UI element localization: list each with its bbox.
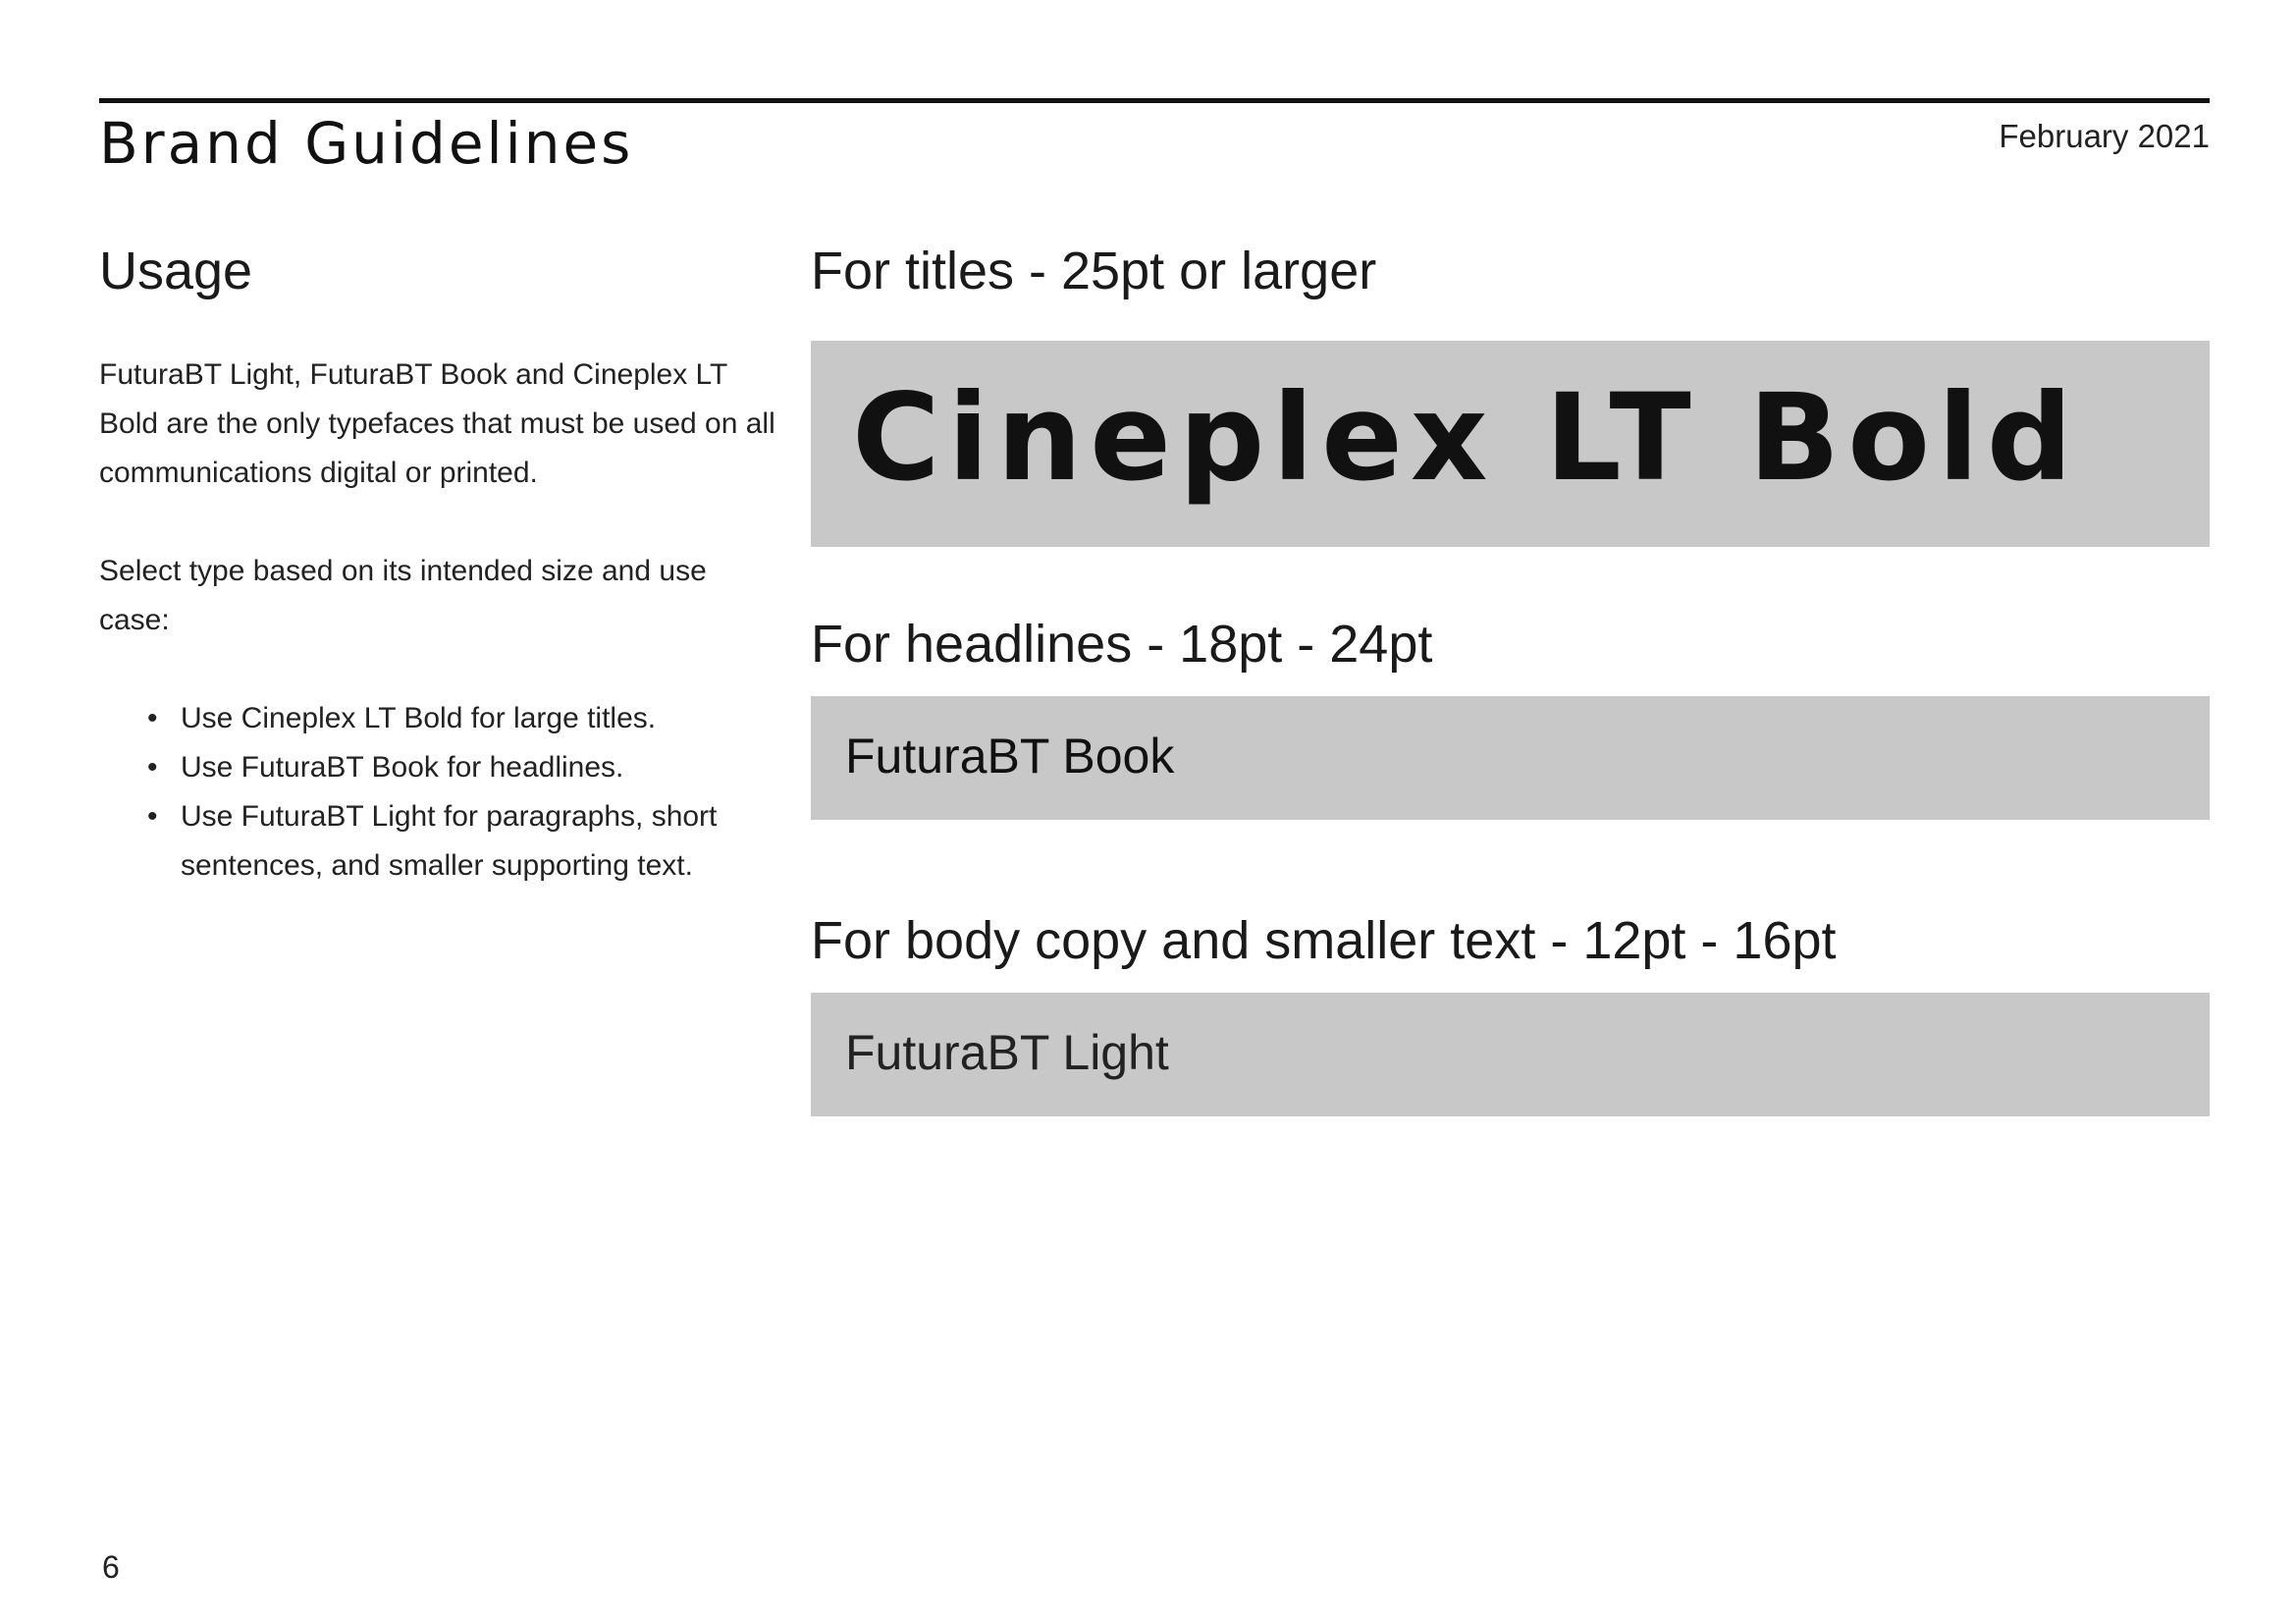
body-copy-spec-heading: For body copy and smaller text - 12pt - 16pt: [811, 911, 1837, 970]
bullet-icon: •: [147, 702, 158, 734]
header-rule: [99, 98, 2210, 103]
titles-typeface-sample: Cineplex LT Bold: [852, 368, 2081, 508]
titles-sample-box: [811, 341, 2210, 547]
usage-paragraph: FuturaBT Light, FuturaBT Book and Cineplex LT Bold are the only typefaces that must be used on all communications digital or printed.: [99, 358, 775, 489]
headlines-spec-heading: For headlines - 18pt - 24pt: [811, 615, 1433, 674]
headlines-sample-box: [811, 696, 2210, 820]
list-item: [147, 694, 756, 743]
list-item-text: Use FuturaBT Book for headlines.: [181, 751, 624, 784]
list-item-text: Use FuturaBT Light for paragraphs, short sentences, and smaller supporting text.: [181, 800, 718, 882]
document-title: Brand Guidelines: [99, 110, 634, 177]
bullet-icon: •: [147, 800, 158, 833]
bullet-icon: •: [147, 751, 158, 784]
list-item: [147, 792, 756, 891]
body-copy-typeface-sample: FuturaBT Light: [845, 1025, 1169, 1080]
body-copy-sample-box: [811, 993, 2210, 1116]
document-date: February 2021: [1999, 118, 2210, 154]
headlines-typeface-sample: FuturaBT Book: [845, 729, 1175, 784]
typeface-usage-list: [147, 694, 756, 891]
list-item: [147, 743, 756, 792]
list-item-text: Use Cineplex LT Bold for large titles.: [181, 702, 657, 734]
usage-heading: Usage: [99, 242, 253, 300]
titles-spec-heading: For titles - 25pt or larger: [811, 242, 1377, 300]
page-number: 6: [102, 1549, 120, 1585]
usage-instruction: Select type based on its intended size and use case:: [99, 555, 707, 636]
